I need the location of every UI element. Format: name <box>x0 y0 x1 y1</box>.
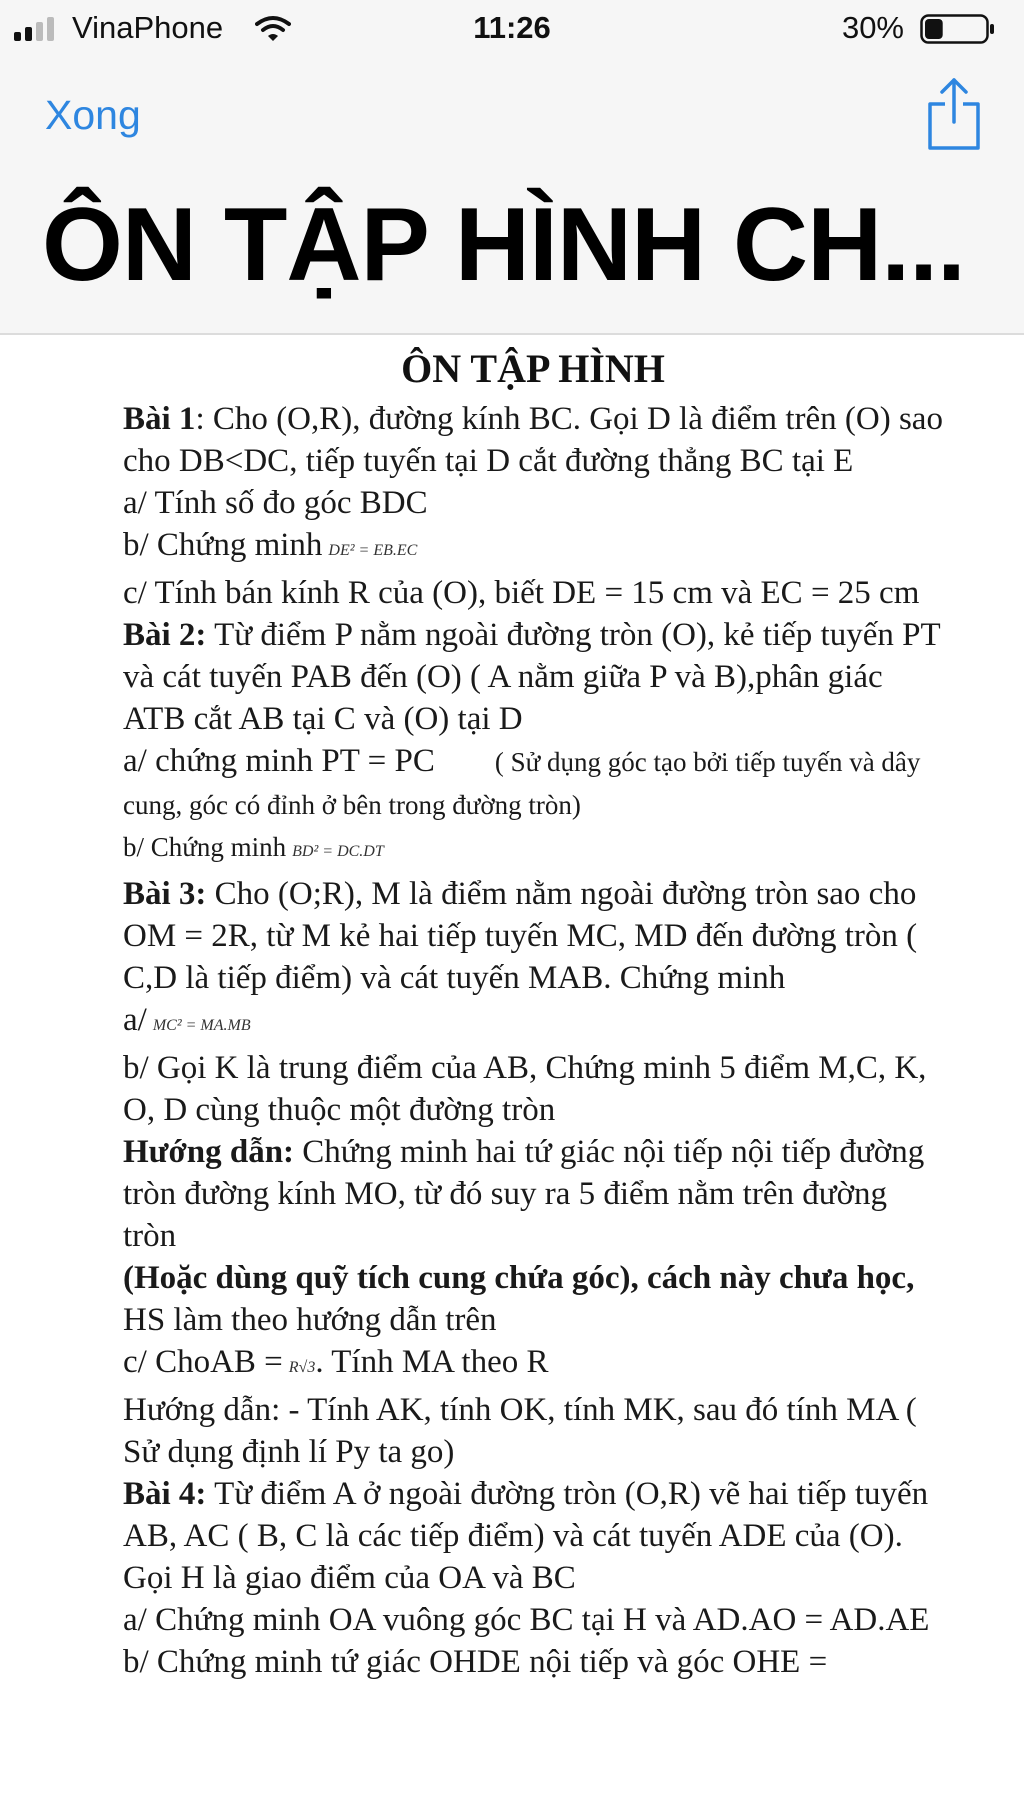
bai2-label: Bài 2: <box>123 617 207 653</box>
document-preview[interactable] <box>0 335 1024 1820</box>
status-bar <box>0 0 1024 56</box>
bai4-label: Bài 4: <box>123 1476 207 1512</box>
bai1-b-prefix: b/ Chứng minh <box>123 527 323 563</box>
share-button[interactable] <box>925 76 983 152</box>
bai4-text: Từ điểm A ở ngoài đường tròn (O,R) vẽ hai tiếp tuyến AB, AC ( B, C là các tiếp điểm) và cát tuyến ADE của (O). Gọi H là giao điểm của OA và BC <box>123 1476 929 1596</box>
bai2-a-text: a/ chứng minh PT = PC <box>123 743 435 779</box>
bai4-b: b/ Chứng minh tứ giác OHDE nội tiếp và góc OHE = <box>123 1644 828 1680</box>
bai3-a-formula: MC² = MA.MB <box>152 1017 251 1034</box>
bai3-c-formula: R√3 <box>288 1359 316 1376</box>
bai4-a: a/ Chứng minh OA vuông góc BC tại H và AD.AO = AD.AE <box>123 1602 930 1638</box>
bai3-c-hint: Hướng dẫn: - Tính AK, tính OK, tính MK, sau đó tính MA ( Sử dụng định lí Py ta go) <box>123 1392 917 1470</box>
share-icon <box>925 76 983 152</box>
bai3-alt-bold: (Hoặc dùng quỹ tích cung chứa góc), cách này chưa học, <box>123 1260 915 1296</box>
status-time: 11:26 <box>473 10 551 45</box>
bai2-a-hint: ( Sử dụng góc tạo bởi tiếp tuyến và dây cung, góc có đỉnh ở bên trong đường tròn) <box>123 747 921 820</box>
battery-percent: 30% <box>841 10 904 45</box>
bai3-c-suffix: . Tính MA theo R <box>315 1344 549 1380</box>
bai2-a <box>123 740 943 826</box>
bai1-c: c/ Tính bán kính R của (O), biết DE = 15 cm và EC = 25 cm <box>123 575 920 611</box>
bai3-c-prefix: c/ ChoAB = <box>123 1344 283 1380</box>
bai1-b <box>123 524 943 572</box>
bai3-b: b/ Gọi K là trung điểm của AB, Chứng minh 5 điểm M,C, K, O, D cùng thuộc một đường tròn <box>123 1050 927 1128</box>
bai3-c <box>123 1341 943 1389</box>
bai3-a <box>123 999 943 1047</box>
document-title: ÔN TẬP HÌNH <box>401 346 665 391</box>
carrier-name: VinaPhone <box>72 10 224 45</box>
bai3-alt-rest: HS làm theo hướng dẫn trên <box>123 1302 497 1338</box>
bai1-text: : Cho (O,R), đường kính BC. Gọi D là điểm trên (O) sao cho DB<DC, tiếp tuyến tại D cắt đường thẳng BC tại E <box>123 401 943 479</box>
bai2-statement <box>123 614 943 740</box>
bai3-hint-text: Chứng minh hai tứ giác nội tiếp nội tiếp đường tròn đường kính MO, từ đó suy ra 5 điểm nằm trên đường tròn <box>123 1134 925 1254</box>
bai1-statement <box>123 398 943 482</box>
bai2-text: Từ điểm P nằm ngoài đường tròn (O), kẻ tiếp tuyến PT và cát tuyến PAB đến (O) ( A nằm giữa P và B),phân giác ATB cắt AB tại C và (O) tại D <box>123 617 941 737</box>
bai3-text: Cho (O;R), M là điểm nằm ngoài đường tròn sao cho OM = 2R, từ M kẻ hai tiếp tuyến MC, MD đến đường tròn ( C,D là tiếp điểm) và cát tuyến MAB. Chứng minh <box>123 876 918 996</box>
bai3-label: Bài 3: <box>123 876 207 912</box>
page-title: ÔN TẬP HÌNH CH... <box>42 187 965 303</box>
bai3-statement <box>123 873 943 999</box>
bai4-statement <box>123 1473 943 1599</box>
bai2-b-prefix: b/ Chứng minh <box>123 832 287 862</box>
bai2-b-formula: BD² = DC.DT <box>292 843 384 860</box>
bai3-hint <box>123 1131 943 1257</box>
bai1-label: Bài 1 <box>123 401 196 437</box>
document-content <box>123 345 943 1683</box>
bai3-alt <box>123 1257 943 1341</box>
bai1-a: a/ Tính số đo góc BDC <box>123 485 428 521</box>
bai3-hint-label: Hướng dẫn: <box>123 1134 295 1170</box>
bai3-a-prefix: a/ <box>123 1002 147 1038</box>
battery-icon <box>920 14 996 44</box>
bai1-b-formula: DE² = EB.EC <box>328 542 418 559</box>
bai2-b <box>123 826 943 873</box>
done-button[interactable]: Xong <box>45 92 141 138</box>
